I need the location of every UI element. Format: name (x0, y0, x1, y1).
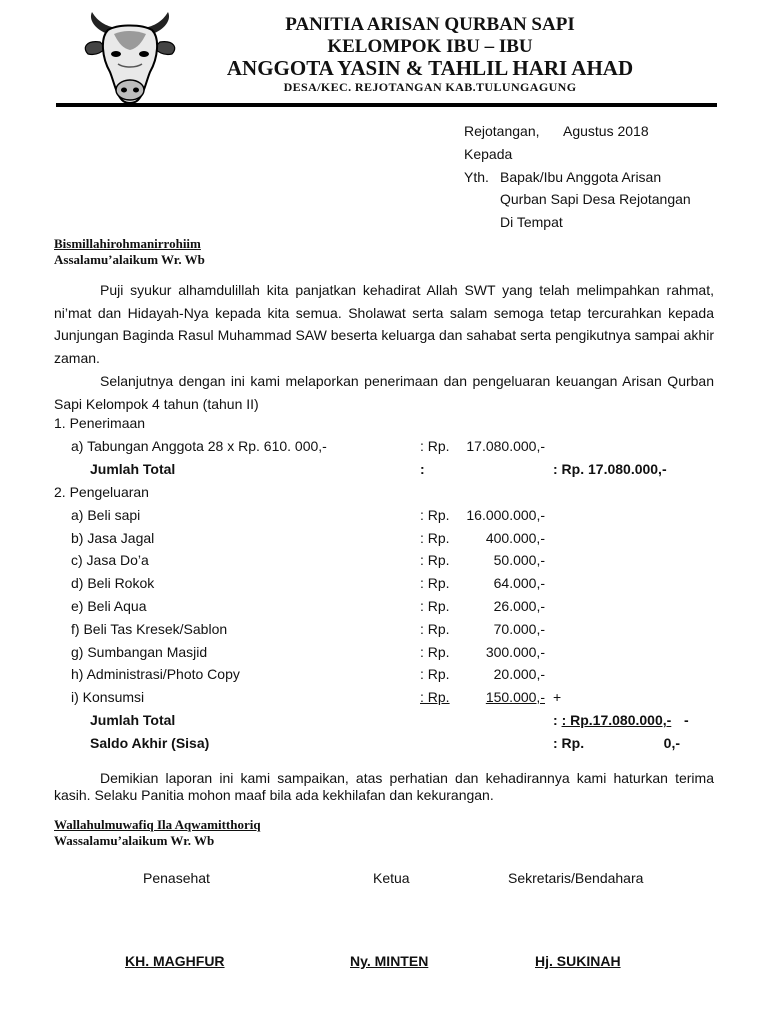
salam-closing: Wassalamu’alaikum Wr. Wb (54, 833, 215, 848)
addressee-line1: Bapak/Ibu Anggota Arisan (500, 169, 662, 185)
name-sekretaris: Hj. SUKINAH (535, 953, 621, 969)
org-group: KELOMPOK IBU – IBU (327, 36, 533, 57)
expense-item-amount: 20.000,- (493, 666, 545, 682)
cow-head-icon (78, 8, 182, 108)
expense-item-rp: : Rp. (420, 575, 450, 591)
letter-place: Rejotangan, (464, 123, 540, 139)
salam-opening: Assalamu’alaikum Wr. Wb (54, 252, 205, 267)
sum-plus-sign: + (553, 689, 562, 705)
expense-item-rp: : Rp. (420, 507, 450, 523)
role-sekretaris: Sekretaris/Bendahara (508, 870, 644, 886)
expense-item-label: i) Konsumsi (71, 689, 145, 705)
paragraph-intro: Puji syukur alhamdulillah kita panjatkan kehadirat Allah SWT yang telah melimpahkan rahmat, ni’mat dan Hidayah-Nya kepada kita semua. Sholawat serta salam semoga tetap tercurahkan kepada Junjungan Baginda Rasul Muhammad SAW beserta keluarga dan sahabat serta pengikutnya sampai akhir zaman. (54, 282, 714, 366)
expense-item-label: c) Jasa Do’a (71, 552, 149, 568)
addressee-line2: Qurban Sapi Desa Rejotangan (500, 191, 691, 207)
income-total-value: : Rp. 17.080.000,- (553, 461, 667, 477)
expense-item-amount: 400.000,- (485, 530, 545, 546)
paragraph-closing: Demikian laporan ini kami sampaikan, atas perhatian dan kehadirannya kami haturkan terima kasih. Selaku Panitia mohon maaf bila ada kekhilafan dan kekurangan. (54, 770, 714, 803)
expense-item-rp-text: : Rp. (420, 689, 450, 705)
header-divider (56, 103, 717, 107)
expense-item-rp: : Rp. (420, 530, 450, 546)
income-item-amount: 17.080.000,- (466, 438, 545, 454)
expense-item-label: e) Beli Aqua (71, 598, 147, 614)
expense-item-label: a) Beli sapi (71, 507, 141, 523)
bismillah: Bismillahirohmanirrohiim (54, 236, 201, 251)
expense-total-value-text: : Rp.17.080.000,- (561, 712, 672, 728)
section-penerimaan: 1. Penerimaan (54, 415, 146, 431)
expense-item-amount: 300.000,- (485, 644, 545, 660)
saldo-label: Saldo Akhir (Sisa) (90, 735, 210, 751)
expense-item-rp: : Rp. (420, 598, 450, 614)
letter-date: Agustus 2018 (563, 123, 649, 139)
role-ketua: Ketua (373, 870, 410, 886)
expense-item-label: h) Administrasi/Photo Copy (71, 666, 240, 682)
expense-item-rp: : Rp. (420, 644, 450, 660)
wallahul: Wallahulmuwafiq Ila Aqwamitthoriq (54, 817, 261, 832)
income-item-rp: : Rp. (420, 438, 450, 454)
paragraph-report: Selanjutnya dengan ini kami melaporkan penerimaan dan pengeluaran keuangan Arisan Qurban Sapi Kelompok 4 tahun (tahun II) (54, 373, 714, 412)
expense-item-amount: 70.000,- (493, 621, 545, 637)
org-title: PANITIA ARISAN QURBAN SAPI (285, 14, 575, 35)
expense-item-rp: : Rp. (420, 621, 450, 637)
letter-kepada: Kepada (464, 146, 513, 162)
income-total-label: Jumlah Total (90, 461, 176, 477)
saldo-rp: : Rp. (553, 735, 585, 751)
saldo-value: 0,- (663, 735, 680, 751)
expense-item-amount: 150.000,- (485, 689, 545, 705)
org-address: DESA/KEC. REJOTANGAN KAB.TULUNGAGUNG (283, 80, 577, 94)
expense-total-dash: - (684, 712, 689, 728)
section-pengeluaran: 2. Pengeluaran (54, 484, 149, 500)
expense-item-label: d) Beli Rokok (71, 575, 155, 591)
expense-item-label: b) Jasa Jagal (71, 530, 155, 546)
name-ketua: Ny. MINTEN (350, 953, 429, 969)
expense-item-label: f) Beli Tas Kresek/Sablon (71, 621, 228, 637)
expense-total-value: : : Rp.17.080.000,- (553, 712, 672, 728)
expense-item-amount: 64.000,- (493, 575, 545, 591)
expense-item-amount: 16.000.000,- (466, 507, 545, 523)
expense-item-amount: 50.000,- (493, 552, 545, 568)
income-item-label: a) Tabungan Anggota 28 x Rp. 610. 000,- (71, 438, 327, 454)
letter-yth: Yth. (464, 169, 489, 185)
name-penasehat: KH. MAGHFUR (125, 953, 225, 969)
income-total-colon: : (420, 461, 425, 477)
expense-item-rp: : Rp. (420, 552, 450, 568)
expense-item-amount: 26.000,- (493, 598, 545, 614)
expense-total-label: Jumlah Total (90, 712, 176, 728)
expense-item-rp: : Rp. (420, 666, 450, 682)
org-subgroup: ANGGOTA YASIN & TAHLIL HARI AHAD (226, 56, 634, 80)
role-penasehat: Penasehat (143, 870, 210, 886)
expense-item-label: g) Sumbangan Masjid (71, 644, 208, 660)
addressee-line3: Di Tempat (500, 214, 563, 230)
